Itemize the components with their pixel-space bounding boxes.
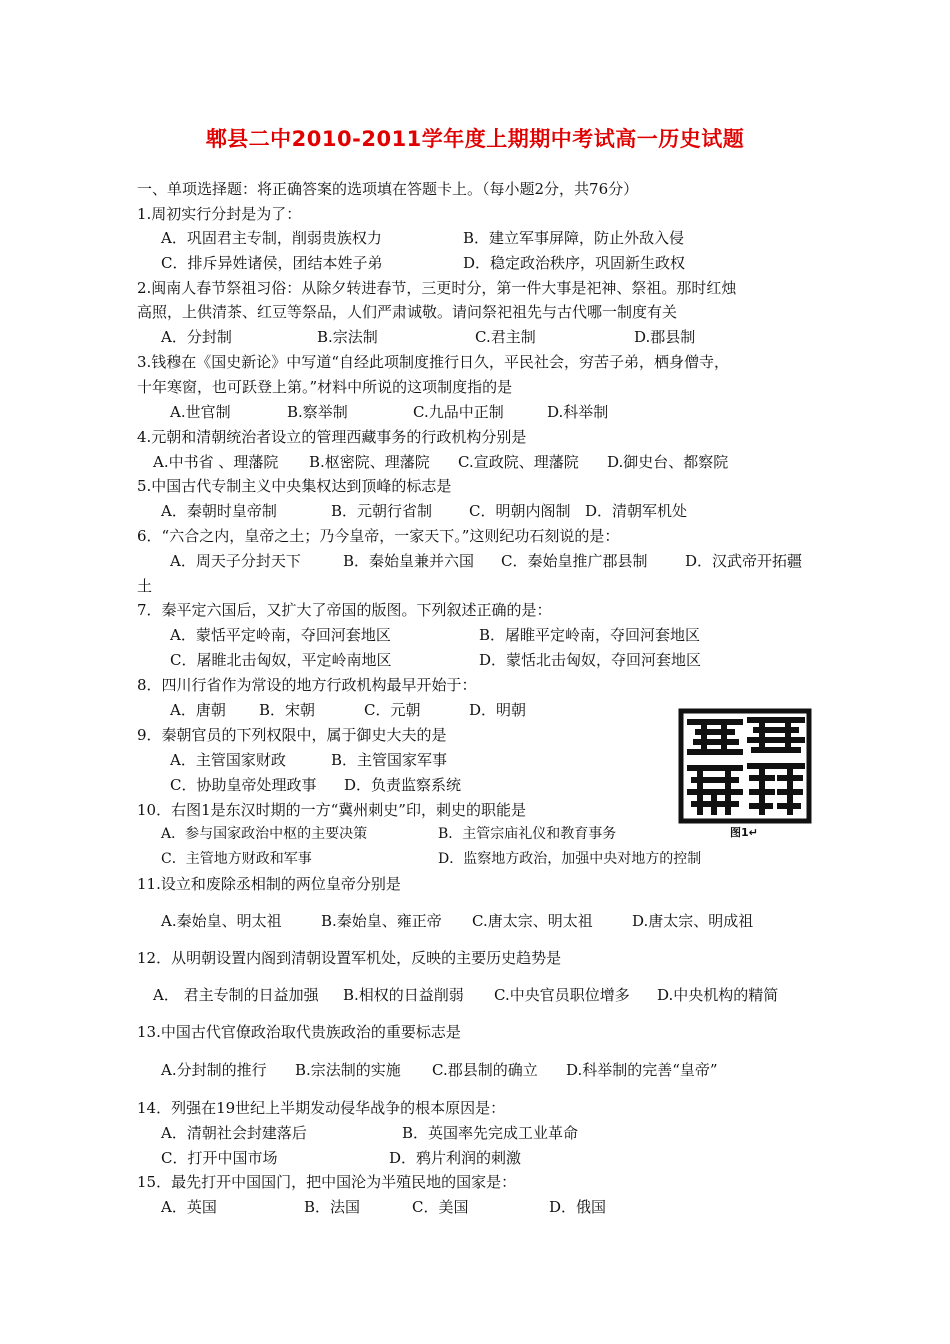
q11-option-d: D.唐太宗、明成祖 [632,912,754,930]
question-13-stem: 13.中国古代官僚政治取代贵族政治的重要标志是 [137,1023,461,1041]
q2-option-d: D.郡县制 [634,328,696,346]
q1-option-b: B．建立军事屏障，防止外敌入侵 [463,229,685,247]
q14-option-a: A．清朝社会封建落后 [161,1124,307,1142]
question-1-stem: 1.周初实行分封是为了： [137,205,302,223]
q6-option-b: B．秦始皇兼并六国 [343,552,475,570]
q1-option-a: A．巩固君主专制，削弱贵族权力 [161,229,382,247]
q12-option-a: A． 君主专制的日益加强 [153,986,319,1004]
question-10-stem: 10．右图1是东汉时期的一方“冀州刺史”印，刺史的职能是 [137,801,526,819]
question-14-stem: 14．列强在19世纪上半期发动侵华战争的根本原因是： [137,1099,506,1117]
q3-option-b: B.察举制 [287,403,348,421]
question-5-stem: 5.中国古代专制主义中央集权达到顶峰的标志是 [137,477,452,495]
q13-option-b: B.宗法制的实施 [295,1061,401,1079]
q7-option-c: C．屠睢北击匈奴，平定岭南地区 [170,651,392,669]
q11-option-a: A.秦始皇、明太祖 [161,912,282,930]
question-3-stem: 3.钱穆在《国史新论》中写道“自经此项制度推行日久，平民社会，穷苦子弟，栖身僧寺， [137,353,729,371]
q13-option-c: C.郡县制的确立 [432,1061,538,1079]
q8-option-a: A．唐朝 [170,701,226,719]
q3-option-c: C.九品中正制 [413,403,504,421]
exam-title: 郫县二中2010-2011学年度上期期中考试高一历史试题 [205,127,745,151]
q8-option-b: B．宋朝 [259,701,316,719]
seal-graphic [678,708,812,824]
q6-option-d: D．汉武帝开拓疆 [685,552,803,570]
q7-option-d: D．蒙恬北击匈奴，夺回河套地区 [479,651,702,669]
question-12-stem: 12．从明朝设置内阁到清朝设置军机处，反映的主要历史趋势是 [137,949,562,967]
q4-option-d: D.御史台、都察院 [607,453,729,471]
q10-option-b: B．主管宗庙礼仪和教育事务 [438,826,617,842]
q7-option-a: A．蒙恬平定岭南，夺回河套地区 [170,626,391,644]
q15-option-c: C．美国 [412,1198,469,1216]
q15-option-d: D．俄国 [549,1198,607,1216]
q5-option-b: B．元朝行省制 [331,502,433,520]
q15-option-b: B．法国 [304,1198,361,1216]
question-2-stem: 2.闽南人春节祭祖习俗：从除夕转进春节，三更时分，第一件大事是祀神、祭祖。那时红烛 [137,279,737,297]
q10-option-c: C．主管地方财政和军事 [161,851,312,867]
q9-option-b: B．主管国家军事 [331,751,448,769]
q9-option-c: C．协助皇帝处理政事 [170,776,317,794]
q7-option-b: B．屠睢平定岭南，夺回河套地区 [479,626,701,644]
q1-option-d: D．稳定政治秩序，巩固新生政权 [463,254,686,272]
q2-option-b: B.宗法制 [317,328,378,346]
q8-option-c: C．元朝 [364,701,421,719]
q1-option-c: C．排斥异姓诸侯，团结本姓子弟 [161,254,383,272]
q3-option-d: D.科举制 [547,403,609,421]
question-7-stem: 7．秦平定六国后，又扩大了帝国的版图。下列叙述正确的是： [137,601,552,619]
q10-option-d: D．监察地方政治，加强中央对地方的控制 [438,851,702,867]
section-heading: 一、单项选择题：将正确答案的选项填在答题卡上。（每小题2分，共76分） [137,180,639,198]
question-11-stem: 11.设立和废除丞相制的两位皇帝分别是 [137,875,401,893]
q12-option-d: D.中央机构的精简 [657,986,779,1004]
question-8-stem: 8．四川行省作为常设的地方行政机构最早开始于： [137,676,477,694]
q4-option-a: A.中书省 、理藩院 [153,453,279,471]
q4-option-c: C.宣政院、理藩院 [458,453,579,471]
q6-option-a: A．周天子分封天下 [170,552,301,570]
question-4-stem: 4.元朝和清朝统治者设立的管理西藏事务的行政机构分别是 [137,428,527,446]
question-6-stem: 6．“六合之内，皇帝之土；乃今皇帝，一家天下。”这则纪功石刻说的是： [137,527,620,545]
q15-option-a: A．英国 [161,1198,217,1216]
question-3-stem-cont: 十年寒窗，也可跃登上第。”材料中所说的这项制度指的是 [137,378,513,396]
q2-option-a: A．分封制 [161,328,232,346]
q6-option-c: C．秦始皇推广郡县制 [501,552,648,570]
figure-caption: 图1↵ [730,826,758,839]
q13-option-d: D.科举制的完善“皇帝” [566,1061,718,1079]
q14-option-b: B．英国率先完成工业革命 [402,1124,579,1142]
q9-option-a: A．主管国家财政 [170,751,286,769]
q5-option-c: C．明朝内阁制 [469,502,571,520]
q14-option-c: C．打开中国市场 [161,1149,278,1167]
question-15-stem: 15．最先打开中国国门，把中国沦为半殖民地的国家是： [137,1173,517,1191]
question-9-stem: 9．秦朝官员的下列权限中，属于御史大夫的是 [137,726,447,744]
q11-option-c: C.唐太宗、明太祖 [472,912,593,930]
q10-option-a: A．参与国家政治中枢的主要决策 [161,826,368,842]
q4-option-b: B.枢密院、理藩院 [309,453,430,471]
seal-image [678,708,812,824]
question-2-stem-cont: 高照，上供清茶、红豆等祭品，人们严肃诚敬。请问祭祀祖先与古代哪一制度有关 [137,303,678,321]
q9-option-d: D．负责监察系统 [344,776,462,794]
q5-option-d: D．清朝军机处 [585,502,688,520]
q12-option-c: C.中央官员职位增多 [494,986,630,1004]
q11-option-b: B.秦始皇、雍正帝 [321,912,442,930]
q12-option-b: B.相权的日益削弱 [343,986,464,1004]
q3-option-a: A.世官制 [170,403,231,421]
q6-option-d-cont: 土 [137,577,153,595]
q14-option-d: D．鸦片利润的刺激 [389,1149,522,1167]
q5-option-a: A．秦朝时皇帝制 [161,502,277,520]
q2-option-c: C.君主制 [475,328,536,346]
q8-option-d: D．明朝 [469,701,527,719]
q13-option-a: A.分封制的推行 [161,1061,267,1079]
